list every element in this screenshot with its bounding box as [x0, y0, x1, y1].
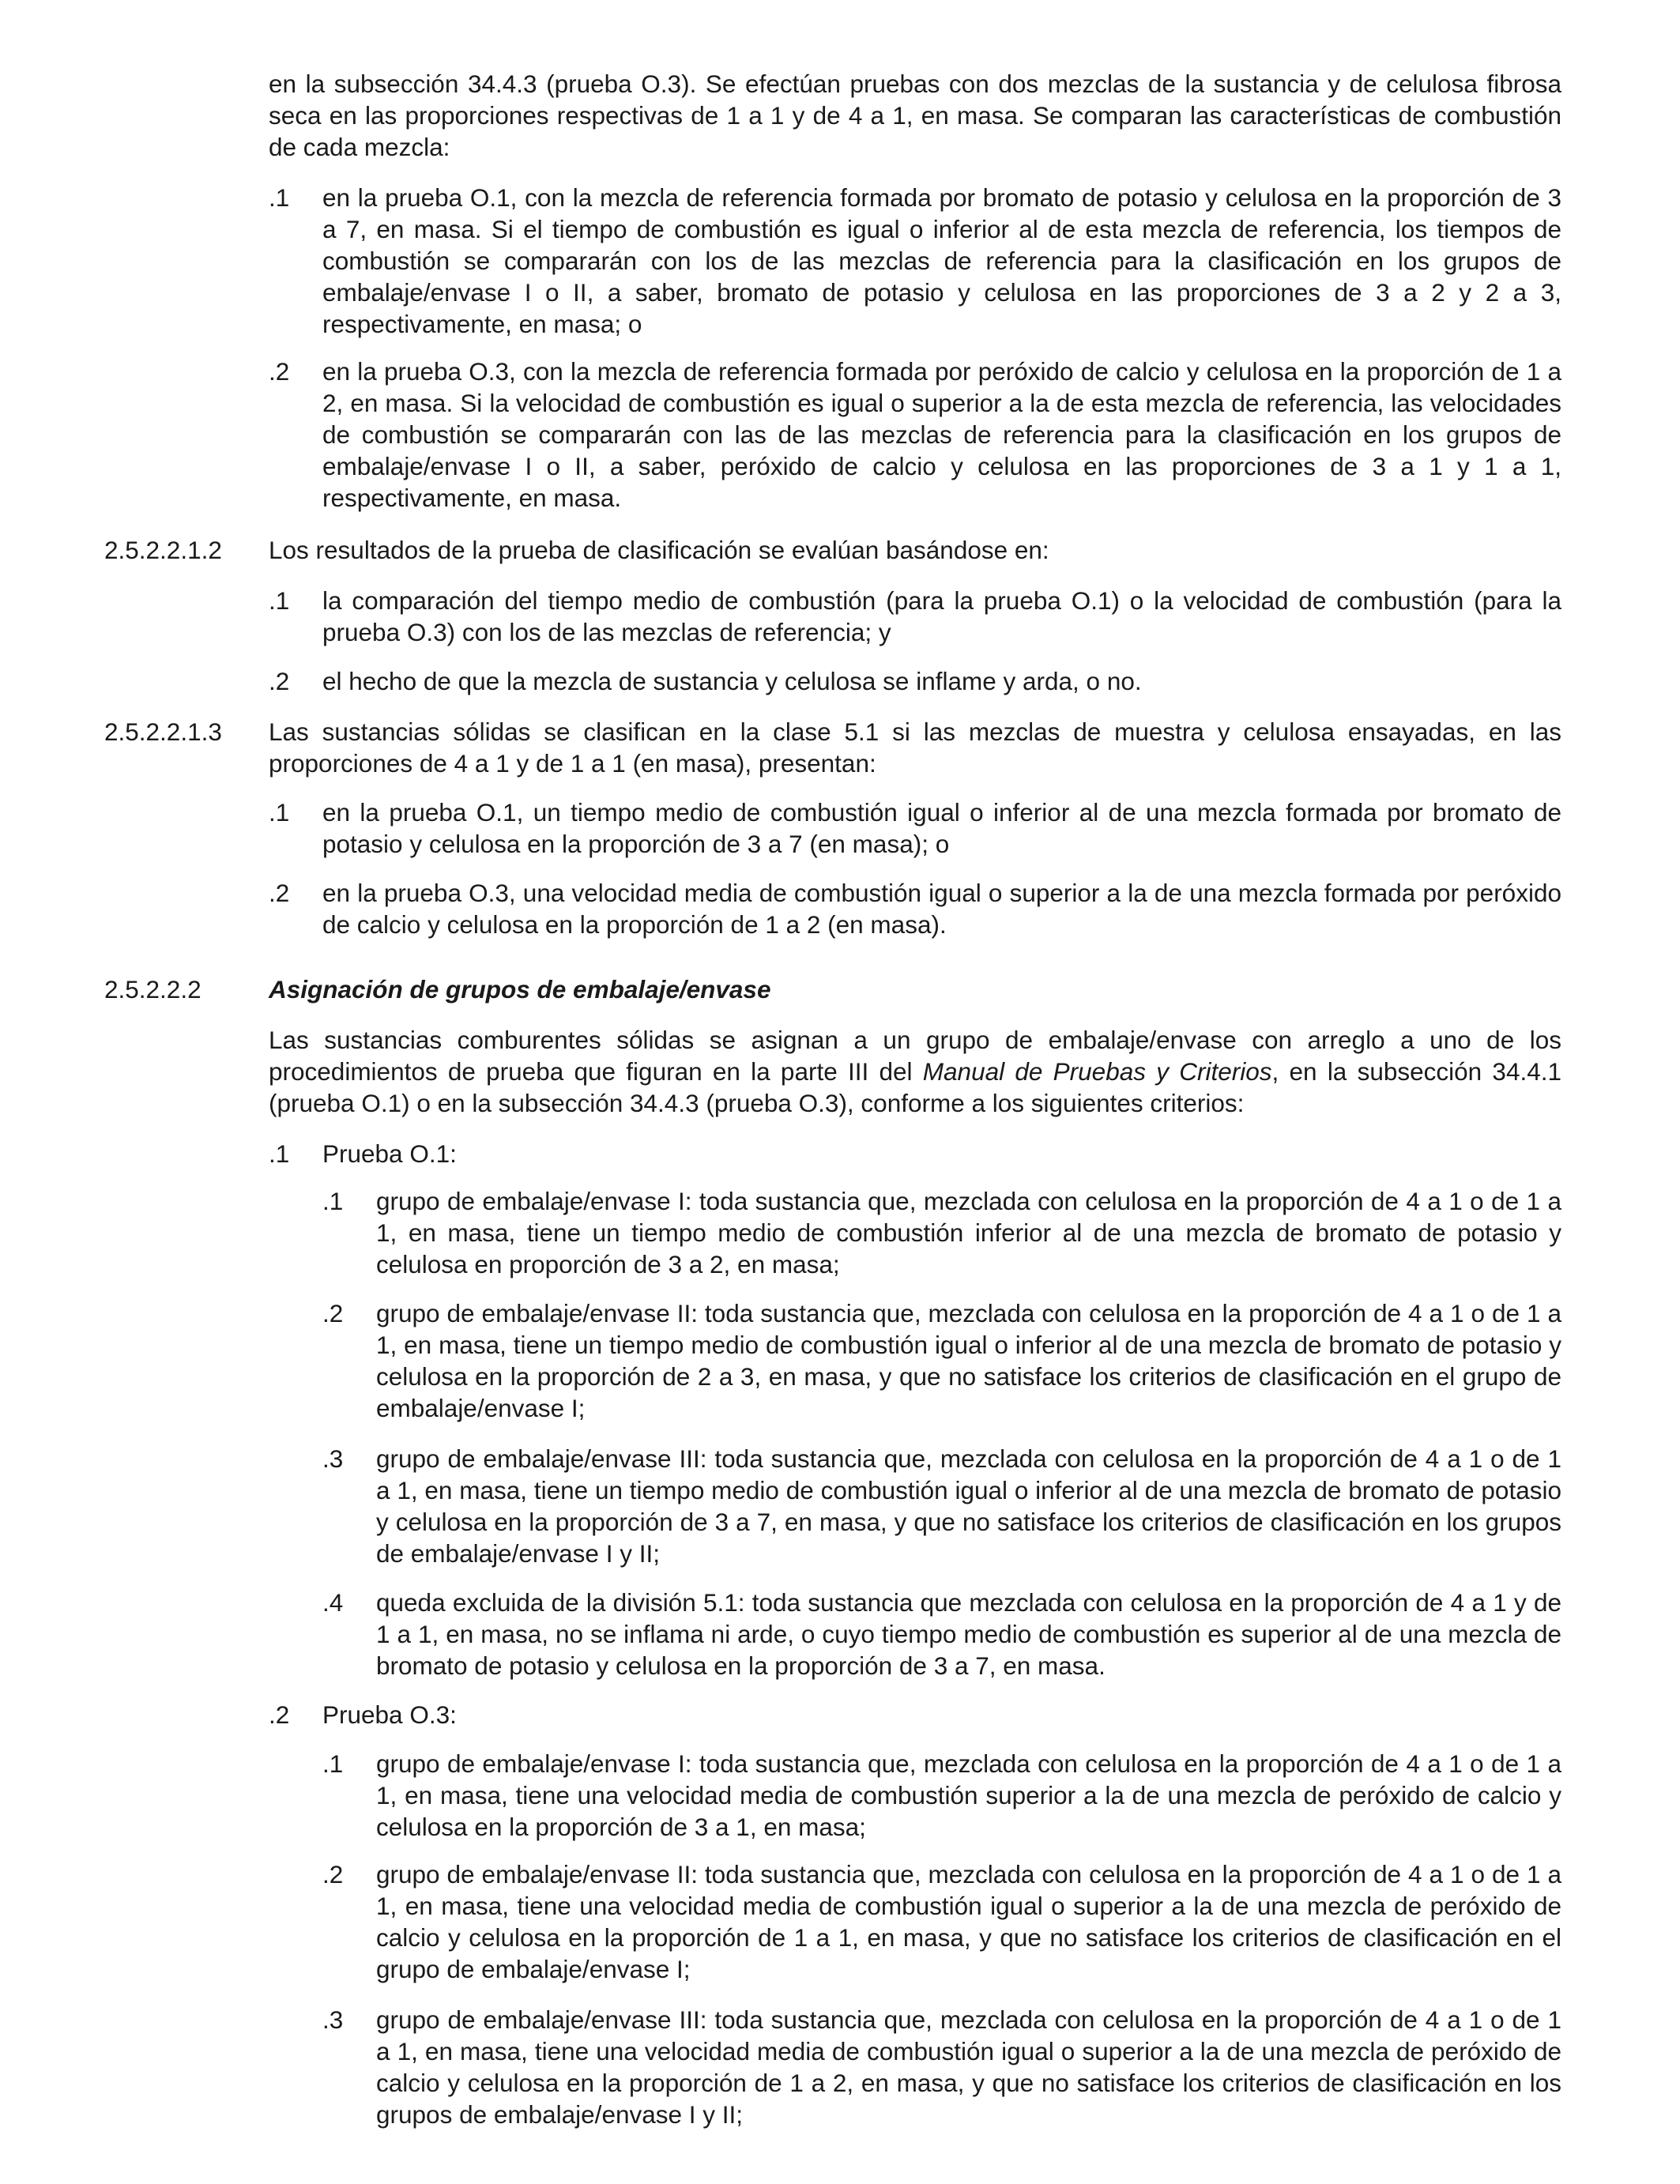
o1-item-4-marker: .4: [322, 1588, 344, 1617]
s4-text-after: , en la subsección 34.4.1 (prueba O.1) o en la subsección 34.4.3 (prueba O.3), conforme a los siguientes criterios:: [269, 1057, 1562, 1117]
o3-item-3-text: grupo de embalaje/envase III: toda sustancia que, mezclada con celulosa en la proporción de 4 a 1 o de 1 a 1, en masa, tiene una velocidad media de combustión igual o superior a la de una mezcla de peróxido de calcio y celulosa en la proporción de 1 a 2, en masa, y que no satisface los criterios de clasificación en los grupos de embalaje/envase I y II;: [376, 2005, 1561, 2129]
manual-title: Manual de Pruebas y Criterios: [922, 1057, 1272, 1086]
intro-item-1-marker: .1: [269, 183, 290, 212]
o3-item-2-text: grupo de embalaje/envase II: toda sustancia que, mezclada con celulosa en la proporción de 4 a 1 o de 1 a 1, en masa, tiene una velocidad media de combustión igual o superior a la de una mezcla de peróxido de calcio y celulosa en la proporción de 1 a 1, en masa, y que no satisface los criterios de clasificación en el grupo de embalaje/envase I;: [376, 1860, 1561, 1983]
section-2-5-2-2-2-heading: Asignación de grupos de embalaje/envase: [269, 975, 771, 1004]
o1-item-1-text: grupo de embalaje/envase I: toda sustancia que, mezclada con celulosa en la proporción de 4 a 1 o de 1 a 1, en masa, tiene un tiempo medio de combustión inferior al de una mezcla de bromato de potasio y celulosa en proporción de 3 a 2, en masa;: [376, 1187, 1561, 1278]
intro-item-2-text: en la prueba O.3, con la mezcla de referencia formada por peróxido de calcio y celulosa en la proporción de 1 a 2, en masa. Si la velocidad de combustión es igual o superior a la de esta mezcla de referencia, las velocidades de combustión se compararán con las de las mezclas de referencia para la clasificación en los grupos de embalaje/envase I o II, a saber, peróxido de calcio y celulosa en las proporciones de 3 a 1 y 1 a 1, respectivamente, en masa.: [322, 357, 1561, 512]
test-o1-marker: .1: [269, 1139, 290, 1168]
s3-item-2-text: en la prueba O.3, una velocidad media de combustión igual o superior a la de una mezcla formada por peróxido de calcio y celulosa en la proporción de 1 a 2 (en masa).: [322, 879, 1561, 939]
section-2-5-2-2-1-2-text: Los resultados de la prueba de clasificación se evalúan basándose en:: [269, 536, 1049, 564]
s3-item-1-marker: .1: [269, 798, 290, 827]
test-o1-title: Prueba O.1:: [322, 1139, 457, 1168]
intro-item-1-text: en la prueba O.1, con la mezcla de referencia formada por bromato de potasio y celulosa en la proporción de 3 a 7, en masa. Si el tiempo de combustión es igual o inferior al de esta mezcla de referencia, los tiempos de combustión se compararán con los de las mezclas de referencia para la clasificación en los grupos de embalaje/envase I o II, a saber, bromato de potasio y celulosa en las proporciones de 3 a 2 y 2 a 3, respectivamente, en masa; o: [322, 183, 1561, 338]
test-o3-title: Prueba O.3:: [322, 1700, 457, 1729]
o3-item-1-marker: .1: [322, 1749, 344, 1778]
o3-item-1-text: grupo de embalaje/envase I: toda sustancia que, mezclada con celulosa en la proporción de 4 a 1 o de 1 a 1, en masa, tiene una velocidad media de combustión superior a la de una mezcla de peróxido de calcio y celulosa en la proporción de 3 a 1, en masa;: [376, 1749, 1561, 1841]
o3-item-3-marker: .3: [322, 2005, 344, 2034]
intro-item-2-marker: .2: [269, 357, 290, 386]
o1-item-2-text: grupo de embalaje/envase II: toda sustancia que, mezclada con celulosa en la proporción de 4 a 1 o de 1 a 1, en masa, tiene un tiempo medio de combustión igual o inferior al de una mezcla de bromato de potasio y celulosa en la proporción de 2 a 3, en masa, y que no satisface los criterios de clasificación en el grupo de embalaje/envase I;: [376, 1299, 1561, 1422]
o1-item-3-text: grupo de embalaje/envase III: toda sustancia que, mezclada con celulosa en la proporción de 4 a 1 o de 1 a 1, en masa, tiene un tiempo medio de combustión igual o inferior al de una mezcla de bromato de potasio y celulosa en la proporción de 3 a 7, en masa, y que no satisface los criterios de clasificación en los grupos de embalaje/envase I y II;: [376, 1444, 1561, 1568]
s3-item-2-marker: .2: [269, 879, 290, 907]
s2-item-1-marker: .1: [269, 586, 290, 615]
o1-item-2-marker: .2: [322, 1299, 344, 1327]
section-2-5-2-2-1-3-text: Las sustancias sólidas se clasifican en la clase 5.1 si las mezclas de muestra y celulosa ensayadas, en las proporciones de 4 a 1 y de 1 a 1 (en masa), presentan:: [269, 717, 1561, 778]
section-2-5-2-2-2-text: [269, 1024, 1561, 1119]
o1-item-1-marker: .1: [322, 1187, 344, 1215]
section-number-2-5-2-2-1-2: 2.5.2.2.1.2: [104, 536, 222, 564]
section-number-2-5-2-2-2: 2.5.2.2.2: [104, 975, 202, 1004]
section-number-2-5-2-2-1-3: 2.5.2.2.1.3: [104, 717, 222, 746]
o1-item-3-marker: .3: [322, 1444, 344, 1473]
s2-item-1-text: la comparación del tiempo medio de combustión (para la prueba O.1) o la velocidad de combustión (para la prueba O.3) con los de las mezclas de referencia; y: [322, 586, 1561, 646]
o3-item-2-marker: .2: [322, 1860, 344, 1888]
intro-paragraph: en la subsección 34.4.3 (prueba O.3). Se efectúan pruebas con dos mezclas de la sustancia y de celulosa fibrosa seca en las proporciones respectivas de 1 a 1 y de 4 a 1, en masa. Se comparan las características de combustión de cada mezcla:: [269, 70, 1561, 161]
s2-item-2-text: el hecho de que la mezcla de sustancia y celulosa se inflame y arda, o no.: [322, 667, 1142, 695]
s4-text-before: Las sustancias comburentes sólidas se asignan a un grupo de embalaje/envase con arreglo a uno de los procedimientos de prueba que figuran en la parte III del: [269, 1026, 1561, 1086]
s2-item-2-marker: .2: [269, 667, 290, 695]
o1-item-4-text: queda excluida de la división 5.1: toda sustancia que mezclada con celulosa en la proporción de 4 a 1 y de 1 a 1, en masa, no se inflama ni arde, o cuyo tiempo medio de combustión es superior al de una mezcla de bromato de potasio y celulosa en la proporción de 3 a 7, en masa.: [376, 1588, 1561, 1680]
s3-item-1-text: en la prueba O.1, un tiempo medio de combustión igual o inferior al de una mezcla formada por bromato de potasio y celulosa en la proporción de 3 a 7 (en masa); o: [322, 798, 1561, 858]
test-o3-marker: .2: [269, 1700, 290, 1729]
